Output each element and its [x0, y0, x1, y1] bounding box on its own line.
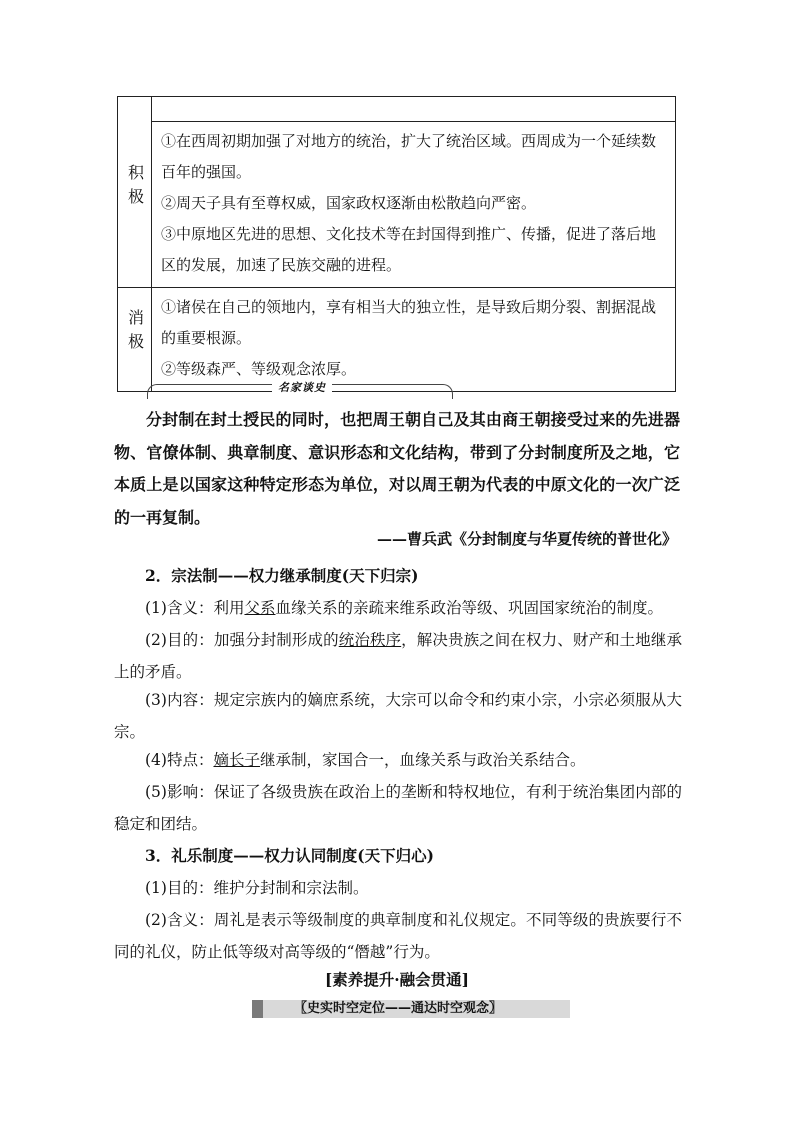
banner-label: 名家谈史	[272, 381, 332, 394]
negative-label-cell	[118, 288, 152, 392]
underlined-term: 统治秩序	[338, 631, 402, 649]
negative-item-2: ②等级森严、等级观念浓厚。	[161, 360, 357, 378]
underlined-term: 父系	[244, 599, 276, 617]
bar-label: 〖史实时空定位——通达时空观念〗	[293, 1001, 502, 1016]
section2-item-5: (5)影响：保证了各级贵族在政治上的垄断和特权地位，有利于统治集团内部的稳定和团结。	[114, 783, 682, 833]
table-header-blank	[152, 97, 676, 122]
table-row	[118, 122, 676, 288]
underlined-term: 嫡长子	[213, 751, 260, 769]
table-row	[118, 288, 676, 392]
quote-source: ——曹兵武《分封制度与华夏传统的普世化》	[376, 530, 677, 548]
expert-commentary-banner	[147, 382, 457, 398]
positive-content	[152, 122, 676, 288]
literacy-heading: [素养提升·融会贯通]	[324, 970, 470, 989]
positive-label-cell	[118, 97, 152, 288]
positive-label: 积极	[125, 164, 145, 212]
section2-heading: 2．宗法制——权力继承制度(天下归宗)	[145, 566, 419, 585]
negative-content	[152, 288, 676, 392]
positive-item-1: ①在西周初期加强了对地方的统治，扩大了统治区域。西周成为一个延续数百年的强国。	[161, 132, 657, 181]
section2-item-3: (3)内容：规定宗族内的嫡庶系统，大宗可以命令和约束小宗，小宗必须服从大宗。	[114, 691, 682, 741]
section2-item-4: (4)特点：嫡长子继承制，家国合一，血缘关系与政治关系结合。	[145, 751, 586, 769]
section3-heading: 3．礼乐制度——权力认同制度(天下归心)	[145, 846, 434, 865]
positive-item-2: ②周天子具有至尊权威，国家政权逐渐由松散趋向严密。	[161, 194, 537, 212]
section3-item-1: (1)目的：维护分封制和宗法制。	[145, 879, 369, 897]
positive-item-3: ③中原地区先进的思想、文化技术等在封国得到推广、传播，促进了落后地区的发展，加速了民族交融的进程。	[161, 225, 657, 274]
expert-quote: 分封制在封土授民的同时，也把周王朝自己及其由商王朝接受过来的先进器物、官僚体制、典章制度、意识形态和文化结构，带到了分封制度所及之地，它本质上是以国家这种特定形态为单位，对以周王朝为代表的中原文化的一次广泛的一再复制。	[114, 410, 680, 527]
measures-table	[117, 96, 676, 392]
section3-item-2: (2)含义：周礼是表示等级制度的典章制度和礼仪规定。不同等级的贵族要行不同的礼仪，防止低等级对高等级的“僭越”行为。	[114, 911, 682, 961]
bar-accent	[252, 1000, 263, 1018]
section2-item-2: (2)目的：加强分封制形成的统治秩序，解决贵族之间在权力、财产和土地继承上的矛盾。	[114, 631, 682, 681]
section2-item-1: (1)含义：利用父系血缘关系的亲疏来维系政治等级、巩固国家统治的制度。	[145, 599, 663, 617]
negative-item-1: ①诸侯在自己的领地内，享有相当大的独立性，是导致后期分裂、割据混战的重要根源。	[161, 298, 657, 347]
negative-label: 消极	[125, 309, 145, 357]
table-row	[118, 97, 676, 122]
section-bar	[252, 1000, 570, 1018]
